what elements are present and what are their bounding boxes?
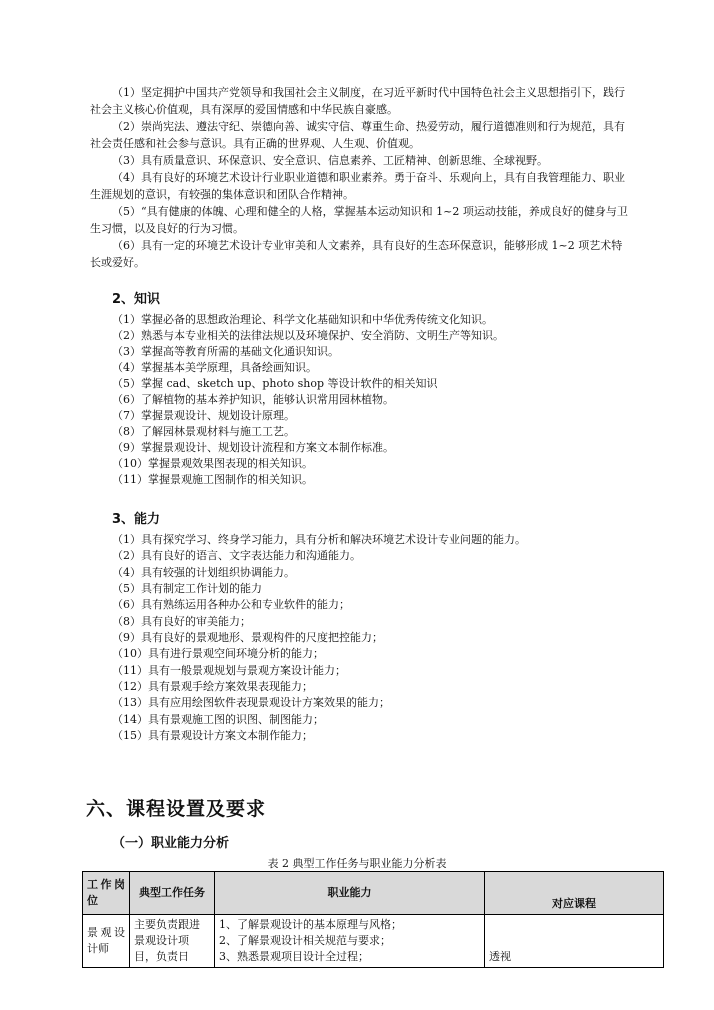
quality-paragraph-4: （4）具有良好的环境艺术设计行业职业道德和职业素养。勇于奋斗、乐观向上，具有自我管理能力、职业生涯规划的意识，有较强的集体意识和团队合作精神。 (90, 171, 625, 201)
knowledge-item: （10）掌握景观效果图表现的相关知识。 (112, 457, 313, 470)
knowledge-heading: 2、知识 (112, 292, 161, 307)
ability-item: （4）具有较强的计划组织协调能力。 (112, 566, 295, 579)
quality-paragraph-2: （2）崇尚宪法、遵法守纪、崇德向善、诚实守信、尊重生命、热爱劳动，履行道德准则和行为规范，具有社会责任感和社会参与意识。具有正确的世界观、人生观、价值观。 (90, 120, 625, 150)
ability-item: （12）具有景观手绘方案效果表现能力； (112, 680, 313, 693)
quality-paragraph-1: （1）坚定拥护中国共产党领导和我国社会主义制度，在习近平新时代中国特色社会主义思想指引下，践行社会主义核心价值观，具有深厚的爱国情感和中华民族自豪感。 (90, 86, 625, 116)
cell-abilities (215, 915, 485, 968)
knowledge-item: （5）掌握 cad、sketch up、photo shop 等设计软件的相关知识 (112, 377, 438, 390)
knowledge-item: （2）熟悉与本专业相关的法律法规以及环境保护、安全消防、文明生产等知识。 (112, 329, 504, 342)
ability-item: （1）具有探究学习、终身学习能力，具有分析和解决环境艺术设计专业问题的能力。 (112, 533, 526, 546)
ability-item: （10）具有进行景观空间环境分析的能力； (112, 647, 324, 660)
header-ability: 职业能力 (215, 872, 485, 915)
ability-item: （5）具有制定工作计划的能力 (112, 582, 262, 595)
ability-heading: 3、能力 (112, 512, 161, 527)
ability-item: （9）具有良好的景观地形、景观构件的尺度把控能力； (112, 631, 383, 644)
header-task: 典型工作任务 (130, 872, 215, 915)
ability-item: （15）具有景观设计方案文本制作能力； (112, 729, 313, 742)
ability-line: 2、了解景观设计相关规范与要求； (219, 934, 391, 947)
knowledge-item: （1）掌握必备的思想政治理论、科学文化基础知识和中华优秀传统文化知识。 (112, 313, 493, 326)
table-header-row (83, 872, 664, 915)
header-course: 对应课程 (485, 872, 664, 915)
subsection-title: （一）职业能力分析 (112, 836, 230, 851)
cell-post: 景观设计师 (83, 915, 130, 968)
ability-analysis-table (82, 871, 664, 968)
knowledge-item: （4）掌握基本美学原理，具备绘画知识。 (112, 361, 317, 374)
cell-course: 透视 (485, 915, 664, 968)
knowledge-item: （9）掌握景观设计、规划设计流程和方案文本制作标准。 (112, 441, 394, 454)
knowledge-item: （11）掌握景观施工图制作的相关知识。 (112, 473, 313, 486)
table-row (83, 915, 664, 968)
quality-paragraph-6: （6）具有一定的环境艺术设计专业审美和人文素养，具有良好的生态环保意识，能够形成 1~2 项艺术特长或爱好。 (90, 239, 623, 269)
knowledge-item: （7）掌握景观设计、规划设计原理。 (112, 409, 295, 422)
knowledge-item: （8）了解园林景观材料与施工工艺。 (112, 425, 295, 438)
ability-line: 3、熟悉景观项目设计全过程； (219, 950, 369, 963)
ability-item: （14）具有景观施工图的识图、制图能力； (112, 713, 324, 726)
knowledge-item: （3）掌握高等教育所需的基础文化通识知识。 (112, 345, 339, 358)
knowledge-item: （6）了解植物的基本养护知识，能够认识常用园林植物。 (112, 393, 394, 406)
ability-item: （11）具有一般景观规划与景观方案设计能力； (112, 664, 346, 677)
ability-item: （6）具有熟练运用各种办公和专业软件的能力； (112, 598, 350, 611)
cell-task: 主要负责跟进景观设计项目，负责日 (130, 915, 215, 968)
ability-item: （2）具有良好的语言、文字表达能力和沟通能力。 (112, 549, 361, 562)
header-post: 工作岗位 (83, 872, 130, 915)
ability-line: 1、了解景观设计的基本原理与风格； (219, 918, 402, 931)
section-title: 六、课程设置及要求 (86, 798, 267, 820)
quality-paragraph-5: （5）“具有健康的体魄、心理和健全的人格，掌握基本运动知识和 1~2 项运动技能，养成良好的健身与卫生习惯，以及良好的行为习惯。 (90, 205, 628, 235)
ability-item: （13）具有应用绘图软件表现景观设计方案效果的能力； (112, 696, 390, 709)
table-caption: 表 2 典型工作任务与职业能力分析表 (267, 857, 447, 870)
ability-item: （8）具有良好的审美能力； (112, 615, 251, 628)
quality-paragraph-3: （3）具有质量意识、环保意识、安全意识、信息素养、工匠精神、创新思维、全球视野。 (112, 154, 548, 167)
